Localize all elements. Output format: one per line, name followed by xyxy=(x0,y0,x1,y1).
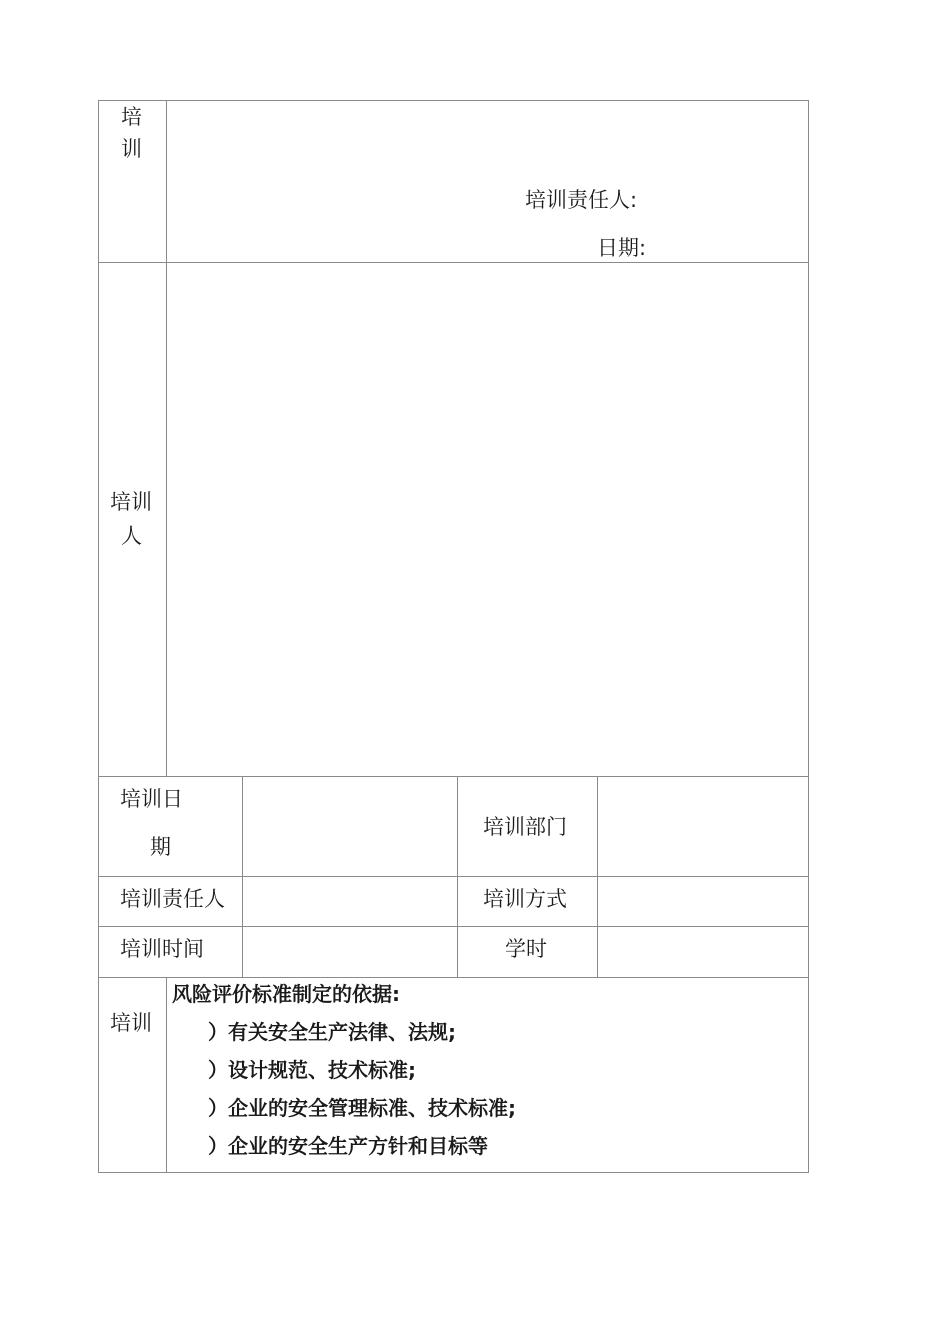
date-label: 日期: xyxy=(597,236,647,260)
content-item-2: ）设计规范、技术标准; xyxy=(208,1058,416,1082)
training-owner-label: 培训责任人 xyxy=(120,887,225,911)
signer-label: 培训责任人: xyxy=(525,188,638,212)
trainee-label-line-2: 人 xyxy=(121,524,142,548)
training-method-label: 培训方式 xyxy=(483,887,567,911)
content-heading: 风险评价标准制定的依据: xyxy=(172,982,400,1006)
training-hours-label: 学时 xyxy=(505,937,547,961)
content-item-3: ）企业的安全管理标准、技术标准; xyxy=(208,1096,516,1120)
top-label-line-1: 培 xyxy=(121,105,142,129)
content-item-4: ）企业的安全生产方针和目标等 xyxy=(208,1134,488,1158)
training-date-label-line-1: 培训日 xyxy=(120,787,183,811)
training-date-label-line-2: 期 xyxy=(150,835,171,859)
content-item-1: ）有关安全生产法律、法规; xyxy=(208,1020,456,1044)
trainee-label-line-1: 培训 xyxy=(110,490,152,514)
content-label: 培训 xyxy=(110,1011,152,1035)
training-time-label: 培训时间 xyxy=(120,937,204,961)
training-dept-label: 培训部门 xyxy=(483,815,567,839)
top-label-line-2: 训 xyxy=(121,137,142,161)
